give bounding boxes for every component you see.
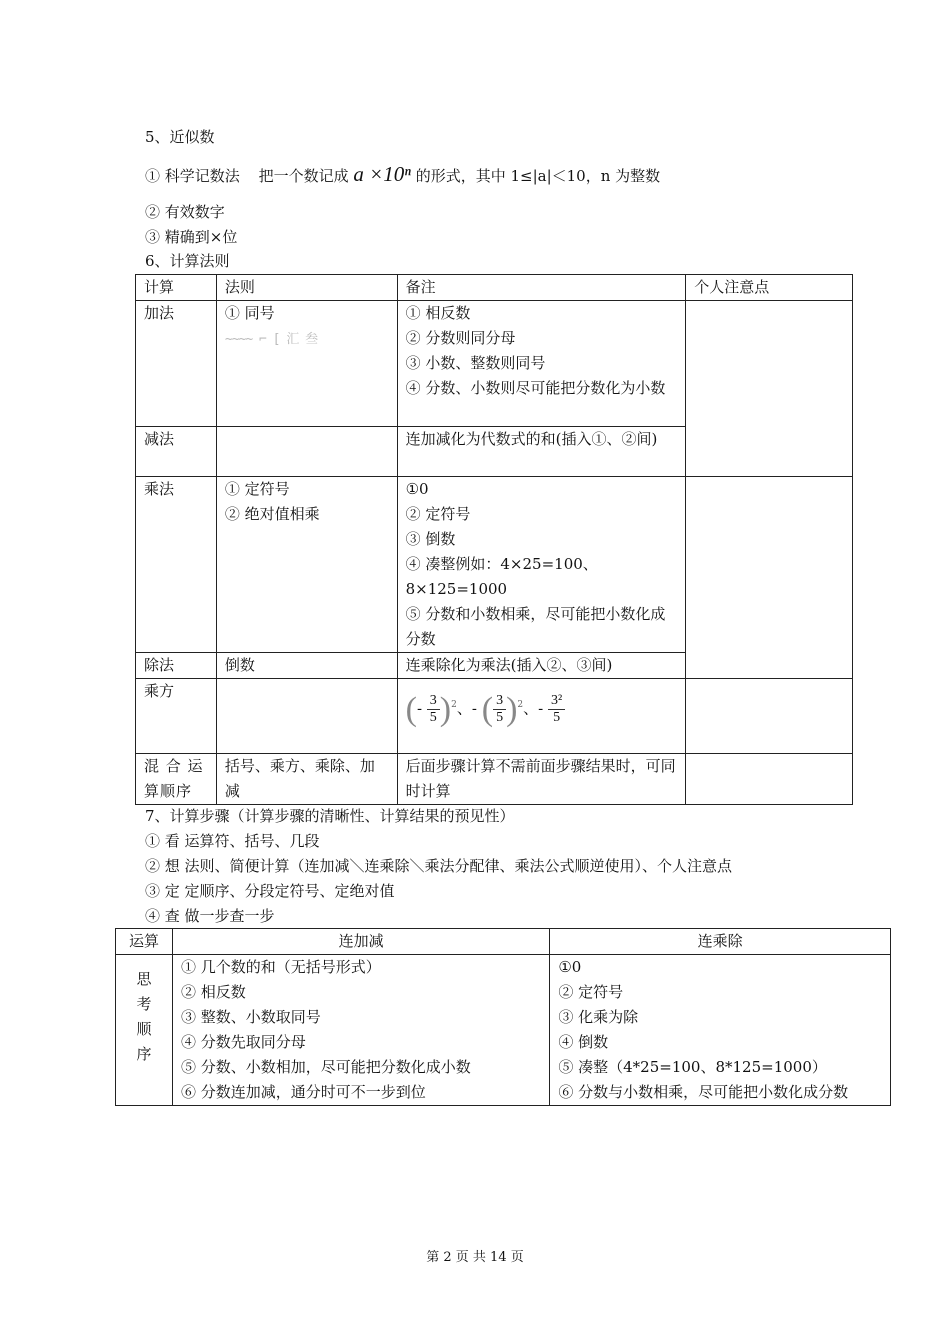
personal-note-cell — [686, 477, 853, 679]
rule-line: ② 绝对值相乘 — [224, 505, 320, 523]
personal-note-cell — [686, 679, 853, 754]
note-line: ③ 小数、整数则同号 — [405, 354, 546, 372]
table-row — [136, 301, 853, 427]
exponent: 2 — [517, 700, 524, 710]
rule-cell: 倒数 — [216, 653, 397, 679]
op-cell: 乘方 — [136, 679, 217, 754]
separator: 、 — [523, 699, 539, 718]
smudged-text: ~~~~ ⌐ [ 汇 叁 — [224, 332, 318, 347]
add-cell — [172, 955, 549, 1106]
paren-open: ( — [405, 691, 417, 728]
note-line: ① 相反数 — [405, 304, 471, 322]
mul-line: ⑥ 分数与小数相乘，尽可能把小数化成分数 — [558, 1083, 849, 1101]
section7-title: 7、计算步骤（计算步骤的清晰性、计算结果的预见性） — [145, 807, 515, 825]
fraction: $\frac{\text{3²}}{5}$ — [548, 693, 565, 726]
table-row — [116, 955, 891, 1106]
scientific-notation-line — [145, 162, 660, 187]
rule-cell: 括号、乘方、乘除、加减 — [216, 754, 397, 805]
item-text: 把一个数记成 — [258, 167, 349, 185]
notes-cell — [397, 477, 686, 653]
add-line: ③ 整数、小数取同号 — [180, 1008, 321, 1026]
formula: a ×10ⁿ — [353, 162, 411, 186]
table-header-row — [136, 275, 853, 301]
op-cell: 混 合 运 算顺序 — [136, 754, 217, 805]
mul-line: ⑤ 凑整（4*25=100、8*125=1000） — [558, 1058, 827, 1076]
op-cell: 减法 — [136, 427, 217, 477]
mul-line: ③ 化乘为除 — [558, 1008, 639, 1026]
precision-line: ③ 精确到×位 — [145, 228, 238, 246]
section6-title: 6、计算法则 — [145, 252, 230, 270]
order-table — [115, 928, 891, 1106]
rule-cell — [216, 477, 397, 653]
add-line: ① 几个数的和（无括号形式） — [180, 958, 381, 976]
exponent: 2 — [451, 700, 457, 710]
note-line: ④ 分数、小数则尽可能把分数化为小数 — [405, 379, 666, 397]
rules-table — [135, 274, 853, 805]
header-cell: 连乘除 — [550, 929, 891, 955]
step-line: ① 看 运算符、括号、几段 — [145, 832, 320, 850]
notes-cell — [397, 301, 686, 427]
add-line: ② 相反数 — [180, 983, 246, 1001]
note-line: ② 分数则同分母 — [405, 329, 516, 347]
note-line: ② 定符号 — [405, 505, 471, 523]
mul-line: ①0 — [558, 958, 582, 976]
section5-title: 5、近似数 — [145, 128, 215, 146]
personal-note-cell — [686, 754, 853, 805]
add-line: ④ 分数先取同分母 — [180, 1033, 306, 1051]
sig-figures-line: ② 有效数字 — [145, 203, 225, 221]
mul-line: ② 定符号 — [558, 983, 624, 1001]
paren-open: ( — [481, 691, 494, 728]
item-label: ① 科学记数法 — [145, 167, 240, 185]
minus-sign: - — [471, 699, 477, 718]
header-cell: 法则 — [216, 275, 397, 301]
rule-cell — [216, 427, 397, 477]
add-line: ⑤ 分数、小数相加，尽可能把分数化成小数 — [180, 1058, 471, 1076]
notes-cell: 后面步骤计算不需前面步骤结果时，可同时计算 — [397, 754, 686, 805]
step-line: ④ 查 做一步查一步 — [145, 907, 275, 925]
mul-cell — [550, 955, 891, 1106]
notes-cell: 连加减化为代数式的和(插入①、②间) — [397, 427, 686, 477]
minus-sign: - — [538, 699, 544, 718]
mul-line: ④ 倒数 — [558, 1033, 609, 1051]
note-line: ④ 凑整例如：4×25=100、8×125=1000 — [405, 555, 598, 598]
note-line: ⑤ 分数和小数相乘，尽可能把小数化成分数 — [405, 605, 666, 648]
paren-close: ) — [506, 691, 518, 728]
rule-cell — [216, 679, 397, 754]
table-row — [136, 754, 853, 805]
power-expr-cell — [397, 679, 686, 754]
header-cell: 连加减 — [172, 929, 549, 955]
add-line: ⑥ 分数连加减，通分时可不一步到位 — [180, 1083, 426, 1101]
paren-close: ) — [439, 691, 452, 728]
header-cell: 计算 — [136, 275, 217, 301]
separator: 、 — [456, 699, 472, 718]
note-line: ①0 — [405, 480, 429, 498]
table-row — [136, 477, 853, 653]
minus-sign: - — [416, 699, 423, 718]
rule-line: ① 定符号 — [224, 480, 290, 498]
op-cell: 加法 — [136, 301, 217, 427]
note-line: ③ 倒数 — [405, 530, 456, 548]
fraction: $\frac{3}{5}$ — [427, 693, 440, 726]
op-cell: 除法 — [136, 653, 217, 679]
table-header-row — [116, 929, 891, 955]
header-cell: 备注 — [397, 275, 686, 301]
rule-cell — [216, 301, 397, 427]
table-row — [136, 679, 853, 754]
step-line: ③ 定 定顺序、分段定符号、定绝对值 — [145, 882, 395, 900]
row-label-cell — [116, 955, 173, 1106]
step-line: ② 想 法则、简便计算（连加减＼连乘除＼乘法分配律、乘法公式顺逆使用）、个人注意点 — [145, 857, 733, 875]
notes-cell: 连乘除化为乘法(插入②、③间) — [397, 653, 686, 679]
header-cell: 运算 — [116, 929, 173, 955]
op-cell: 乘法 — [136, 477, 217, 653]
item-tail: 的形式，其中 1≤|a|＜10，n 为整数 — [415, 167, 661, 185]
rule-line: ① 同号 — [224, 304, 275, 322]
fraction: $\frac{3}{5}$ — [493, 693, 506, 726]
row-label: 思考顺序 — [136, 970, 152, 1063]
header-cell: 个人注意点 — [686, 275, 853, 301]
personal-note-cell — [686, 301, 853, 477]
page-footer: 第 2 页 共 14 页 — [426, 1250, 524, 1265]
